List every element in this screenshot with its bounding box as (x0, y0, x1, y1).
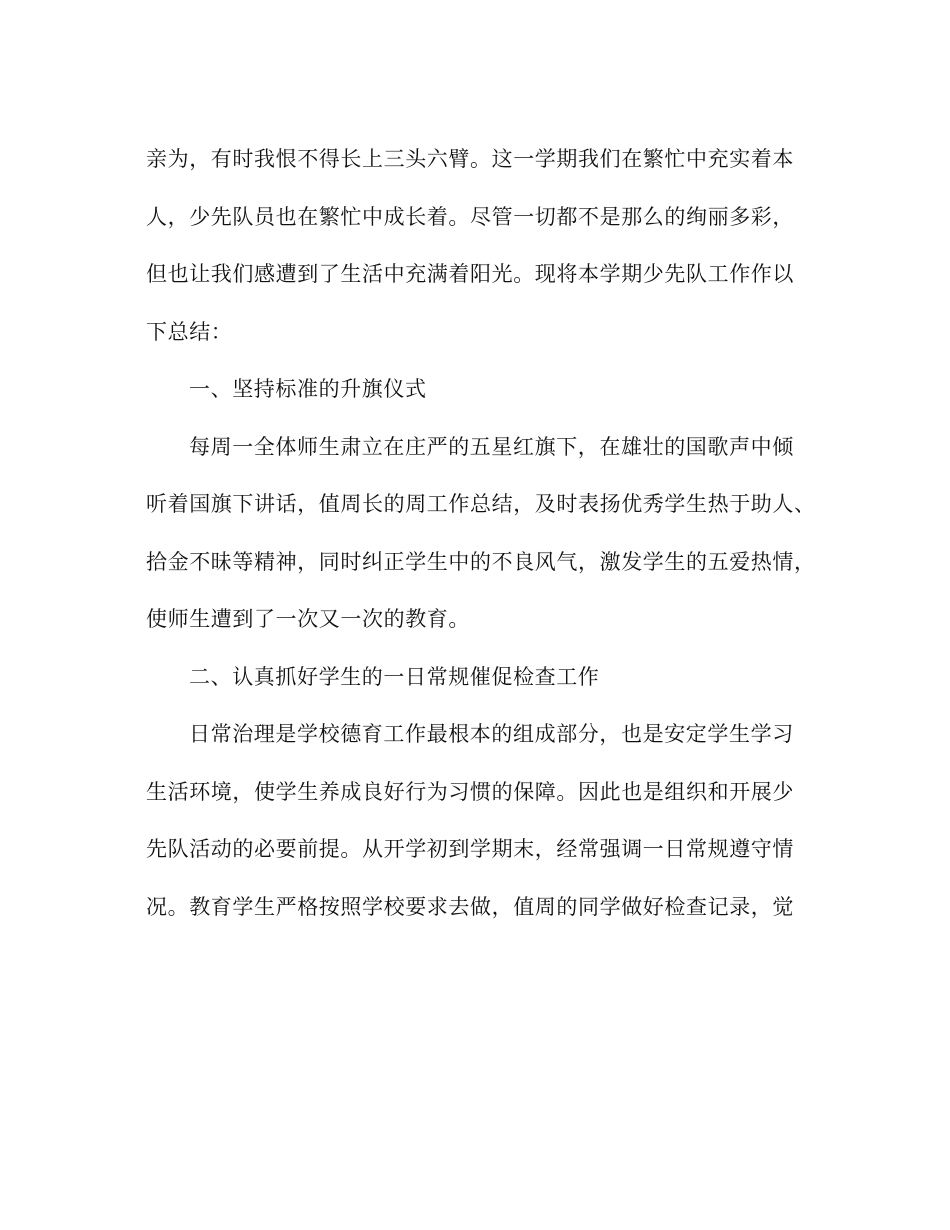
body-line-8: 拾金不昧等精神，同时纠正学生中的不良风气，激发学生的五爱热情， (146, 549, 816, 574)
section-heading-1: 一、坚持标准的升旗仪式 (189, 377, 427, 401)
body-line-9: 使师生遭到了一次又一次的教育。 (146, 607, 470, 631)
body-line-11: 日常治理是学校德育工作最根本的组成部分，也是安定学生学习 (189, 722, 794, 746)
body-line-4: 下总结： (146, 319, 233, 344)
body-line-7: 听着国旗下讲话，值周长的周工作总结，及时表扬优秀学生热于助人、 (146, 492, 816, 516)
body-line-2: 人，少先队员也在繁忙中成长着。尽管一切都不是那么的绚丽多彩， (146, 204, 794, 229)
body-line-1: 亲为，有时我恨不得长上三头六臂。这一学期我们在繁忙中充实着本 (146, 147, 794, 171)
body-line-14: 况。教育学生严格按照学校要求去做，值周的同学做好检查记录，觉 (146, 894, 794, 919)
body-line-3: 但也让我们感遭到了生活中充满着阳光。现将本学期少先队工作作以 (146, 262, 794, 286)
section-heading-2: 二、认真抓好学生的一日常规催促检查工作 (189, 664, 600, 689)
body-line-12: 生活环境，使学生养成良好行为习惯的保障。因此也是组织和开展少 (146, 779, 794, 804)
document-body (146, 139, 816, 944)
body-line-13: 先队活动的必要前提。从开学初到学期末，经常强调一日常规遵守情 (146, 837, 794, 861)
body-line-6: 每周一全体师生肃立在庄严的五星红旗下，在雄壮的国歌声中倾 (189, 434, 794, 459)
